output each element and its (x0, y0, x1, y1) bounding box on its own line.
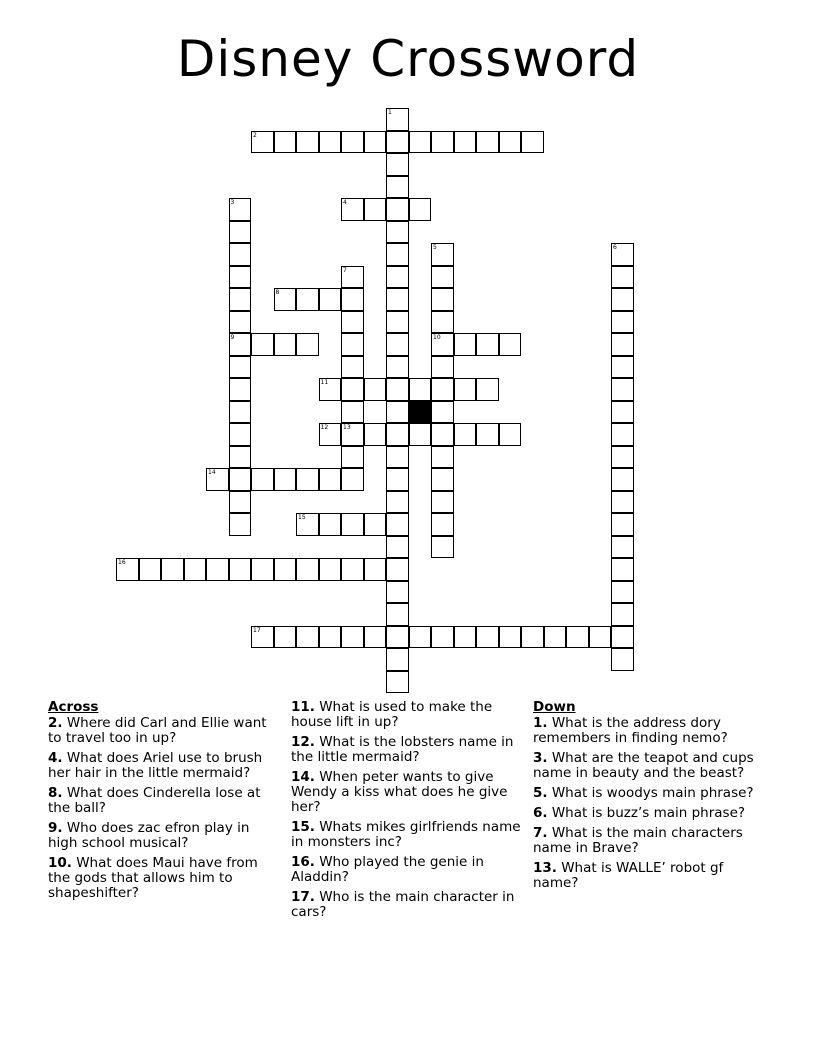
grid-cell[interactable] (251, 131, 274, 154)
grid-cell[interactable] (341, 513, 364, 536)
clue (291, 820, 523, 850)
grid-cell[interactable] (296, 513, 319, 536)
grid-cell[interactable] (611, 581, 634, 604)
grid-cell[interactable] (454, 378, 477, 401)
clue-column-2 (291, 700, 523, 925)
grid-cell[interactable] (341, 558, 364, 581)
cell-number: 5 (433, 244, 437, 251)
clue-number: 13. (533, 860, 557, 876)
grid-cell[interactable] (229, 266, 252, 289)
cell-number: 12 (320, 424, 329, 431)
clue (533, 751, 765, 781)
grid-cell[interactable] (364, 626, 387, 649)
grid-cell[interactable] (139, 558, 162, 581)
grid-cell[interactable] (611, 311, 634, 334)
grid-cell[interactable] (319, 423, 342, 446)
grid-cell[interactable] (274, 558, 297, 581)
grid-cell[interactable] (431, 311, 454, 334)
grid-cell[interactable] (251, 626, 274, 649)
grid-cell[interactable] (386, 176, 409, 199)
grid-cell[interactable] (319, 558, 342, 581)
grid-cell[interactable] (341, 446, 364, 469)
grid-cell[interactable] (409, 378, 432, 401)
grid-cell[interactable] (386, 491, 409, 514)
grid-cell[interactable] (296, 558, 319, 581)
grid-cell[interactable] (341, 131, 364, 154)
grid-cell[interactable] (386, 243, 409, 266)
grid-cell[interactable] (319, 468, 342, 491)
clue-text: What does Maui have from the gods that allows him to shapeshifter? (48, 855, 258, 901)
grid-cell[interactable] (611, 626, 634, 649)
cell-number: 9 (230, 334, 235, 341)
cell-number: 2 (253, 131, 257, 139)
grid-cell[interactable] (386, 311, 409, 334)
grid-cell[interactable] (364, 558, 387, 581)
grid-cell[interactable] (499, 626, 522, 649)
grid-cell[interactable] (386, 558, 409, 581)
clue (291, 855, 523, 885)
grid-cell[interactable] (341, 266, 364, 289)
grid-cell[interactable] (386, 221, 409, 244)
grid-cell[interactable] (229, 356, 252, 379)
clue (48, 751, 280, 781)
grid-cell[interactable] (229, 288, 252, 311)
clue-number: 14. (291, 769, 315, 785)
clue-text: What does Cinderella lose at the ball? (48, 785, 261, 816)
grid-cell[interactable] (341, 378, 364, 401)
clue-number: 10. (48, 855, 72, 871)
grid-cell[interactable] (611, 468, 634, 491)
grid-cell[interactable] (386, 648, 409, 671)
clue-text: What is WALLE’ robot gf name? (533, 860, 724, 891)
grid-cell[interactable] (184, 558, 207, 581)
grid-cell[interactable] (521, 626, 544, 649)
grid-cell[interactable] (386, 333, 409, 356)
grid-cell[interactable] (386, 378, 409, 401)
cell-number: 10 (433, 334, 441, 341)
grid-cell[interactable] (229, 423, 252, 446)
clue-number: 3. (533, 750, 548, 766)
grid-cell[interactable] (386, 626, 409, 649)
clue-number: 6. (533, 805, 548, 821)
grid-cell[interactable] (611, 536, 634, 559)
grid-cell[interactable] (454, 423, 477, 446)
clue (291, 700, 523, 730)
grid-cell[interactable] (431, 131, 454, 154)
grid-cell[interactable] (611, 603, 634, 626)
grid-cell[interactable] (319, 378, 342, 401)
clue-text: What is used to make the house lift in up? (291, 699, 493, 730)
grid-cell[interactable] (341, 356, 364, 379)
clue-number: 17. (291, 889, 315, 905)
grid-cell[interactable] (431, 626, 454, 649)
grid-cell[interactable] (386, 356, 409, 379)
grid-cell[interactable] (476, 626, 499, 649)
grid-cell[interactable] (589, 626, 612, 649)
grid-cell[interactable] (476, 423, 499, 446)
clue-text: Whats mikes girlfriends name in monsters inc? (291, 819, 521, 850)
clue-number: 15. (291, 819, 315, 835)
grid-cell[interactable] (611, 491, 634, 514)
grid-cell[interactable] (386, 288, 409, 311)
grid-cell[interactable] (454, 131, 477, 154)
grid-cell[interactable] (611, 423, 634, 446)
clue-text: What is buzz’s main phrase? (547, 805, 746, 821)
clue-number: 1. (533, 715, 548, 731)
clue-number: 7. (533, 825, 548, 841)
clue (291, 735, 523, 765)
grid-cell[interactable] (431, 468, 454, 491)
cell-number: 8 (275, 289, 280, 296)
grid-cell[interactable] (386, 468, 409, 491)
clue-text: When peter wants to give Wendy a kiss what does he give her? (291, 769, 508, 815)
grid-cell[interactable] (229, 558, 252, 581)
grid-cell[interactable] (611, 558, 634, 581)
clue-number: 12. (291, 734, 315, 750)
clue-text: What is the main characters name in Brave? (533, 825, 743, 856)
grid-cell[interactable] (476, 333, 499, 356)
clue-text: What does Ariel use to brush her hair in the little mermaid? (48, 750, 263, 781)
grid-cell[interactable] (386, 198, 409, 221)
grid-cell[interactable] (386, 401, 409, 424)
grid-cell[interactable] (431, 491, 454, 514)
grid-cell[interactable] (274, 468, 297, 491)
clue (291, 770, 523, 815)
clue-column-3 (533, 700, 765, 896)
clue-text: What are the teapot and cups name in beauty and the beast? (533, 750, 754, 781)
grid-cell[interactable] (611, 378, 634, 401)
grid-cell[interactable] (386, 603, 409, 626)
grid-cell[interactable] (499, 131, 522, 154)
grid-cell[interactable] (319, 288, 342, 311)
grid-cell[interactable] (296, 131, 319, 154)
grid-cell[interactable] (499, 423, 522, 446)
grid-cell[interactable] (364, 423, 387, 446)
grid-cell[interactable] (544, 626, 567, 649)
grid-cell[interactable] (386, 131, 409, 154)
grid-cell[interactable] (341, 198, 364, 221)
down-heading: Down (533, 699, 576, 715)
grid-cell[interactable] (274, 626, 297, 649)
grid-cell[interactable] (431, 333, 454, 356)
grid-cell[interactable] (229, 401, 252, 424)
page-title: Disney Crossword (176, 30, 640, 88)
grid-cell[interactable] (409, 131, 432, 154)
cell-number: 4 (343, 199, 347, 206)
grid-cell[interactable] (611, 513, 634, 536)
clue-text: Where did Carl and Ellie want to travel too in up? (48, 715, 267, 746)
grid-cell[interactable] (341, 311, 364, 334)
grid-cell[interactable] (116, 558, 139, 581)
grid-cell[interactable] (431, 288, 454, 311)
clue-text: Who is the main character in cars? (291, 889, 515, 920)
clue-number: 8. (48, 785, 63, 801)
grid-cell[interactable] (386, 513, 409, 536)
grid-cell[interactable] (611, 648, 634, 671)
grid-cell[interactable] (274, 131, 297, 154)
grid-cell[interactable] (431, 536, 454, 559)
black-cell (409, 401, 432, 424)
grid-cell[interactable] (229, 221, 252, 244)
grid-cell[interactable] (476, 131, 499, 154)
grid-cell[interactable] (296, 626, 319, 649)
grid-cell[interactable] (206, 558, 229, 581)
clue (533, 786, 765, 801)
grid-cell[interactable] (341, 468, 364, 491)
grid-cell[interactable] (431, 513, 454, 536)
clue (291, 890, 523, 920)
clue-text: What is woodys main phrase? (547, 785, 754, 801)
grid-cell[interactable] (251, 333, 274, 356)
grid-cell[interactable] (296, 333, 319, 356)
grid-cell[interactable] (161, 558, 184, 581)
grid-cell[interactable] (364, 378, 387, 401)
grid-cell[interactable] (611, 356, 634, 379)
grid-cell[interactable] (611, 446, 634, 469)
grid-cell[interactable] (409, 198, 432, 221)
cell-number: 14 (208, 469, 216, 476)
grid-cell[interactable] (611, 401, 634, 424)
clue-text: What is the address dory remembers in finding nemo? (533, 715, 728, 746)
grid-cell[interactable] (409, 423, 432, 446)
grid-cell[interactable] (611, 243, 634, 266)
cell-number: 6 (613, 244, 617, 251)
grid-cell[interactable] (296, 288, 319, 311)
clue (533, 806, 765, 821)
grid-cell[interactable] (229, 446, 252, 469)
grid-cell[interactable] (431, 401, 454, 424)
cell-number: 15 (298, 514, 306, 521)
grid-cell[interactable] (386, 108, 409, 131)
across-heading: Across (48, 699, 99, 715)
grid-cell[interactable] (431, 423, 454, 446)
grid-cell[interactable] (341, 626, 364, 649)
grid-cell[interactable] (319, 131, 342, 154)
grid-cell[interactable] (521, 131, 544, 154)
grid-cell[interactable] (229, 491, 252, 514)
grid-cell[interactable] (251, 558, 274, 581)
clue-number: 4. (48, 750, 63, 766)
clue (48, 716, 280, 746)
grid-cell[interactable] (274, 288, 297, 311)
grid-cell[interactable] (364, 198, 387, 221)
grid-cell[interactable] (431, 356, 454, 379)
grid-cell[interactable] (229, 468, 252, 491)
grid-cell[interactable] (206, 468, 229, 491)
grid-cell[interactable] (319, 513, 342, 536)
grid-cell[interactable] (341, 288, 364, 311)
clue-number: 16. (291, 854, 315, 870)
grid-cell[interactable] (251, 468, 274, 491)
grid-cell[interactable] (431, 243, 454, 266)
clue (48, 856, 280, 901)
grid-cell[interactable] (611, 333, 634, 356)
grid-cell[interactable] (341, 401, 364, 424)
grid-cell[interactable] (386, 266, 409, 289)
grid-cell[interactable] (499, 333, 522, 356)
grid-cell[interactable] (431, 446, 454, 469)
grid-cell[interactable] (454, 333, 477, 356)
clue (48, 786, 280, 816)
grid-cell[interactable] (341, 333, 364, 356)
clue-number: 9. (48, 820, 63, 836)
grid-cell[interactable] (454, 626, 477, 649)
grid-cell[interactable] (229, 311, 252, 334)
grid-cell[interactable] (386, 423, 409, 446)
grid-cell[interactable] (364, 131, 387, 154)
grid-cell[interactable] (296, 468, 319, 491)
clue (48, 821, 280, 851)
cell-number: 17 (253, 626, 261, 634)
grid-cell[interactable] (386, 581, 409, 604)
grid-cell[interactable] (431, 378, 454, 401)
grid-cell[interactable] (229, 378, 252, 401)
grid-cell[interactable] (319, 626, 342, 649)
grid-cell[interactable] (409, 626, 432, 649)
grid-cell[interactable] (476, 378, 499, 401)
grid-cell[interactable] (364, 513, 387, 536)
grid-cell[interactable] (274, 333, 297, 356)
cell-number: 7 (343, 266, 347, 274)
cell-number: 3 (230, 199, 235, 206)
grid-cell[interactable] (229, 333, 252, 356)
cell-number: 13 (343, 424, 351, 431)
grid-cell[interactable] (229, 243, 252, 266)
cell-number: 1 (388, 109, 392, 116)
clue-text: What is the lobsters name in the little mermaid? (291, 734, 514, 765)
clue-number: 5. (533, 785, 548, 801)
clue-column-1 (48, 700, 280, 906)
clue-number: 11. (291, 699, 315, 715)
cell-number: 11 (320, 379, 329, 386)
grid-cell[interactable] (611, 288, 634, 311)
grid-cell[interactable] (386, 671, 409, 694)
grid-cell[interactable] (386, 536, 409, 559)
grid-cell[interactable] (341, 423, 364, 446)
grid-cell[interactable] (566, 626, 589, 649)
grid-cell[interactable] (229, 198, 252, 221)
clue (533, 861, 765, 891)
grid-cell[interactable] (386, 153, 409, 176)
clue-text: Who does zac efron play in high school musical? (48, 820, 250, 851)
grid-cell[interactable] (611, 266, 634, 289)
cell-number: 16 (118, 559, 126, 566)
grid-cell[interactable] (386, 446, 409, 469)
clue-text: Who played the genie in Aladdin? (291, 854, 484, 885)
clue (533, 826, 765, 856)
clue (533, 716, 765, 746)
grid-cell[interactable] (229, 513, 252, 536)
clue-number: 2. (48, 715, 63, 731)
grid-cell[interactable] (431, 266, 454, 289)
